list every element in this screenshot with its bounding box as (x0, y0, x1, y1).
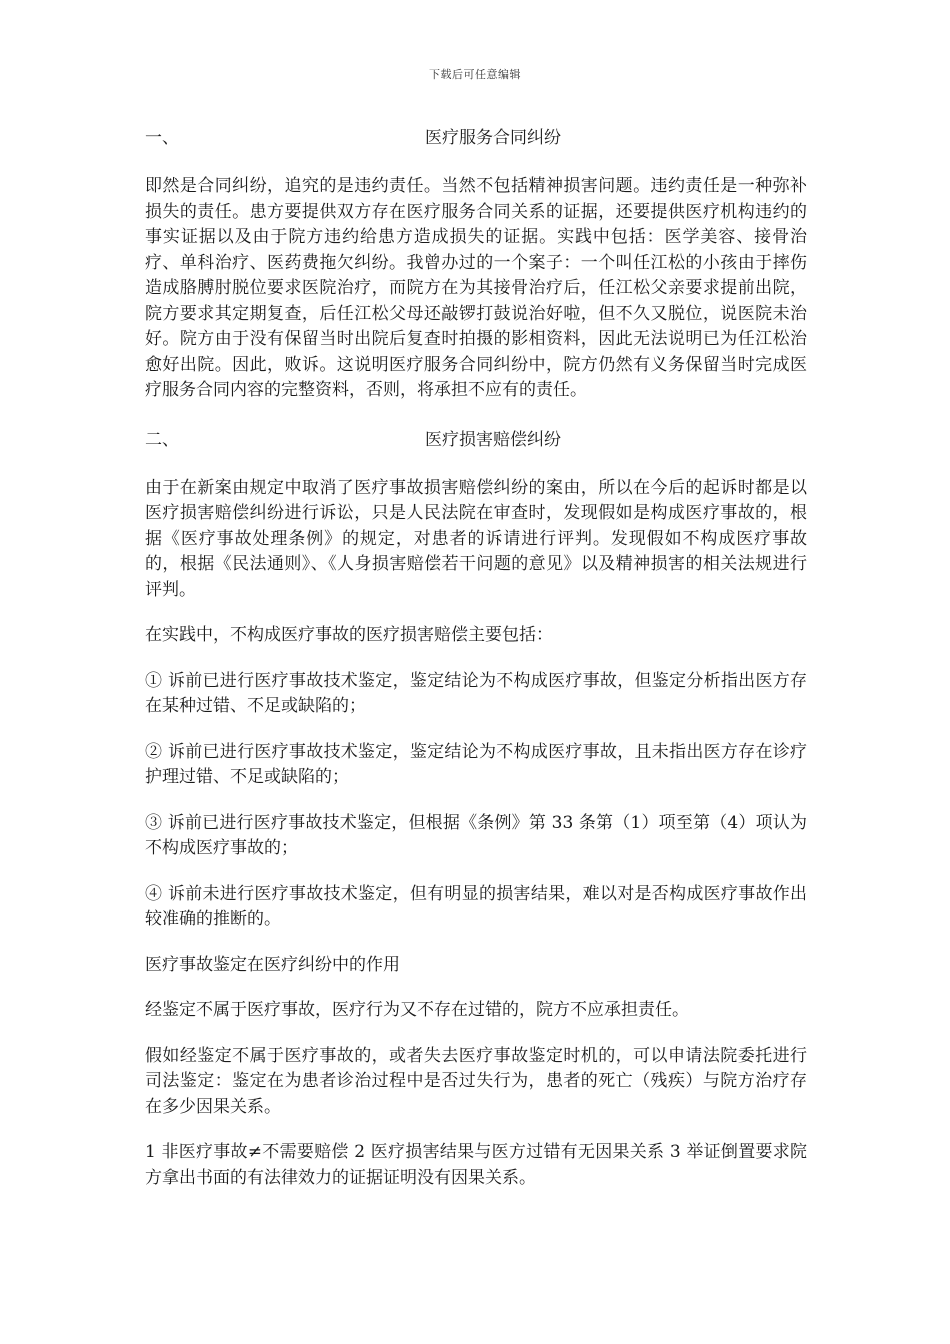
page-header: 下载后可任意编辑 (429, 68, 521, 81)
paragraph: 假如经鉴定不属于医疗事故的，或者失去医疗事故鉴定时机的，可以申请法院委托进行司法鉴定：鉴定在为患者诊治过程中是否过失行为，患者的死亡（残疾）与院方治疗存在多少因果关系。 (145, 1045, 807, 1117)
section-number: 二、 (145, 429, 179, 450)
paragraph: 经鉴定不属于医疗事故，医疗行为又不存在过错的，院方不应承担责任。 (145, 1000, 689, 1020)
document-body (145, 126, 807, 1191)
paragraph: 1 非医疗事故≠不需要赔偿 2 医疗损害结果与医方过错有无因果关系 3 举证倒置要求院方拿出书面的有法律效力的证据证明没有因果关系。 (145, 1142, 807, 1188)
paragraph: 即然是合同纠纷，追究的是违约责任。当然不包括精神损害问题。违约责任是一种弥补损失的责任。患方要提供双方存在医疗服务合同关系的证据，还要提供医疗机构违约的事实证据以及由于院方违约给患方造成损失的证据。实践中包括：医学美容、接骨治疗、单科治疗、医药费拖欠纠纷。我曾办过的一个案子：一个叫任江松的小孩由于摔伤造成胳膊肘脱位要求医院治疗，而院方在为其接骨治疗后，任江松父亲要求提前出院，院方要求其定期复查，后任江松父母还敲锣打鼓说治好啦，但不久又脱位，说医院未治好。院方由于没有保留当时出院后复查时拍摄的影相资料，因此无法说明已为任江松治愈好出院。因此，败诉。这说明医疗服务合同纠纷中，院方仍然有义务保留当时完成医疗服务合同内容的完整资料，否则，将承担不应有的责任。 (145, 176, 807, 400)
section-title: 医疗损害赔偿纠纷 (425, 429, 561, 450)
section-heading-2 (145, 428, 807, 454)
list-item: ① 诉前已进行医疗事故技术鉴定，鉴定结论为不构成医疗事故，但鉴定分析指出医方存在某种过错、不足或缺陷的； (145, 670, 807, 716)
paragraph: 由于在新案由规定中取消了医疗事故损害赔偿纠纷的案由，所以在今后的起诉时都是以医疗损害赔偿纠纷进行诉讼，只是人民法院在审查时，发现假如是构成医疗事故的，根据《医疗事故处理条例》的规定，对患者的诉请进行评判。发现假如不构成医疗事故的，根据《民法通则》、《人身损害赔偿若干问题的意见》以及精神损害的相关法规进行评判。 (145, 477, 807, 600)
list-item: ③ 诉前已进行医疗事故技术鉴定，但根据《条例》第 33 条第（1）项至第（4）项认为不构成医疗事故的； (145, 812, 807, 858)
section-title: 医疗服务合同纠纷 (425, 128, 561, 148)
list-item: ④ 诉前未进行医疗事故技术鉴定，但有明显的损害结果，难以对是否构成医疗事故作出较准确的推断的。 (145, 883, 807, 929)
section-number: 一、 (145, 128, 179, 148)
paragraph: 在实践中，不构成医疗事故的医疗损害赔偿主要包括： (145, 625, 553, 645)
section-heading-1 (145, 126, 807, 152)
list-item: ② 诉前已进行医疗事故技术鉴定，鉴定结论为不构成医疗事故，且未指出医方存在诊疗护理过错、不足或缺陷的； (145, 741, 807, 787)
subheading: 医疗事故鉴定在医疗纠纷中的作用 (145, 954, 400, 975)
